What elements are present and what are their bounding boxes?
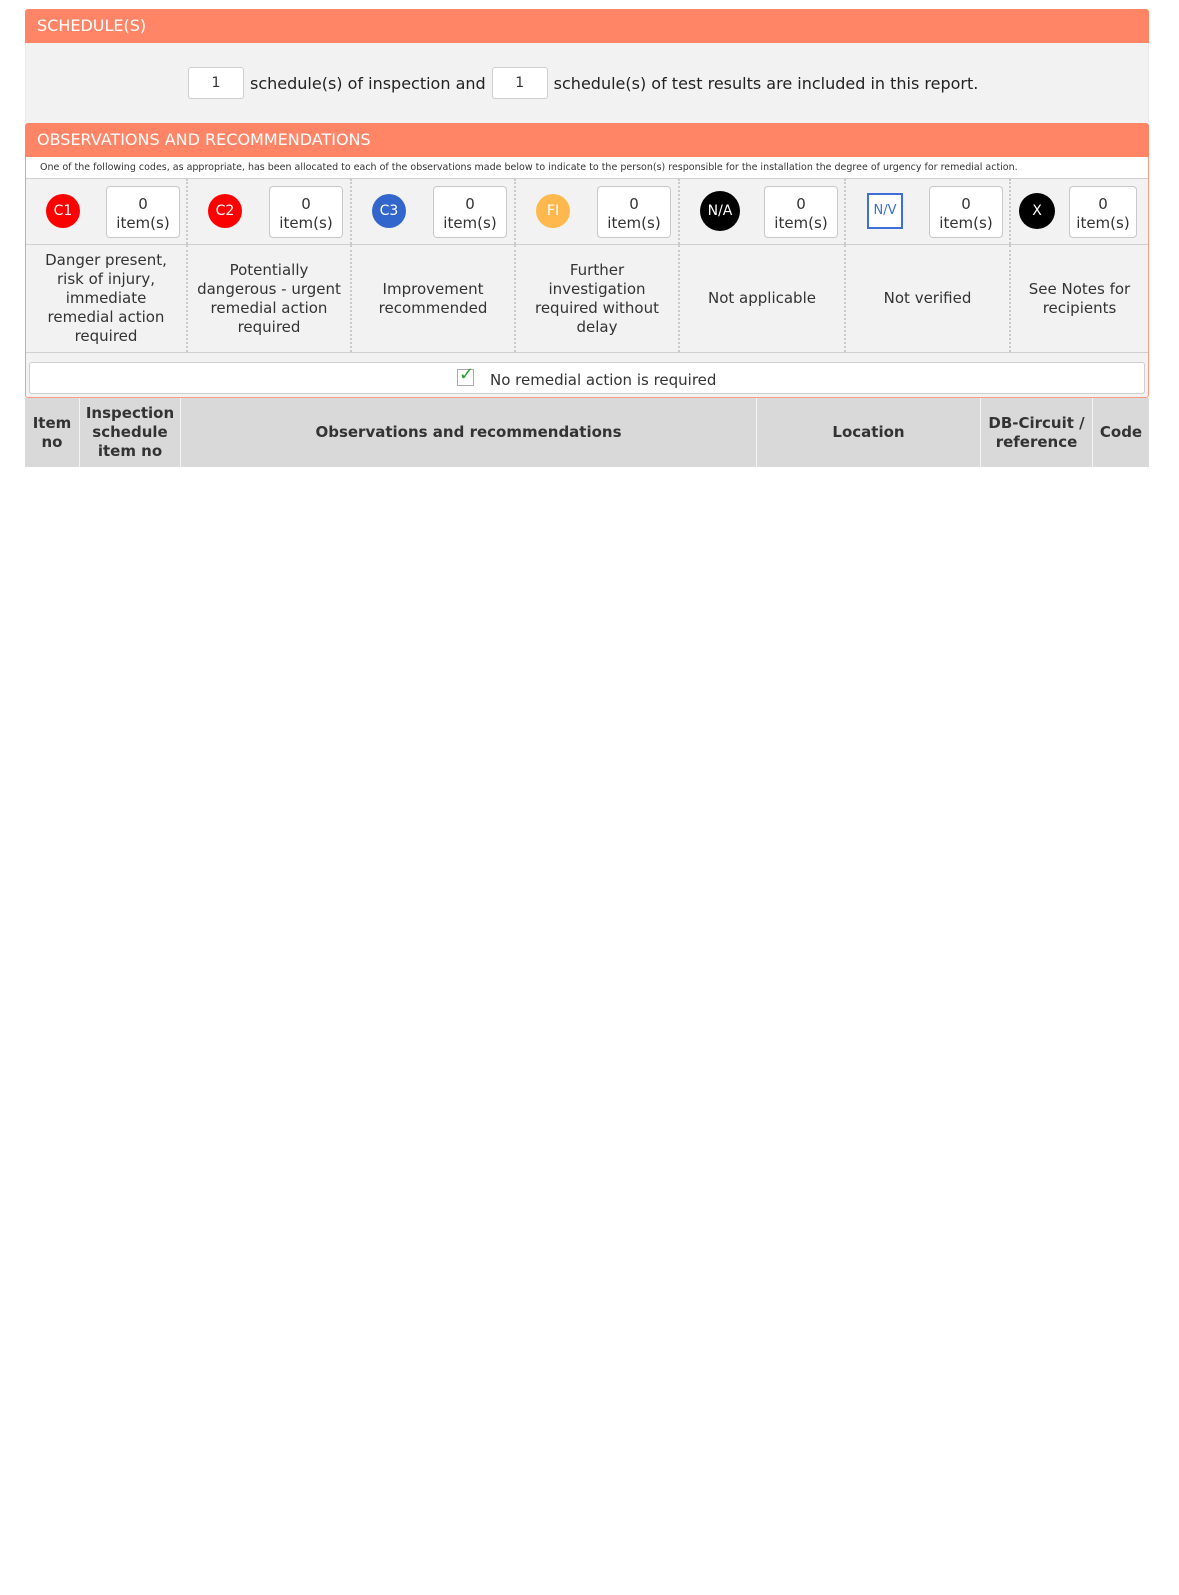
na-code-icon: N/A	[700, 191, 740, 231]
fi-count: 0	[629, 195, 639, 213]
checkmark-icon[interactable]	[457, 369, 474, 386]
c1-description: Danger present, risk of injury, immediate remedial action required	[26, 245, 188, 352]
c2-unit: item(s)	[279, 214, 333, 232]
code-descriptions-row	[26, 245, 1148, 353]
remedial-action-row[interactable]	[457, 371, 716, 389]
schedules-text-a: schedule(s) of inspection and	[250, 73, 486, 93]
th-inspection-item: Inspection schedule item no	[80, 398, 181, 467]
fi-unit: item(s)	[607, 214, 661, 232]
remedial-action-box	[29, 362, 1145, 394]
nv-unit: item(s)	[939, 214, 993, 232]
code-cell-na	[680, 179, 846, 244]
code-cell-nv	[846, 179, 1011, 244]
schedules-line	[188, 67, 984, 99]
observations-header: OBSERVATIONS AND RECOMMENDATIONS	[25, 123, 1149, 157]
nv-count-box	[929, 186, 1003, 238]
c1-count: 0	[138, 195, 148, 213]
x-count-box	[1069, 186, 1137, 238]
nv-code-icon: N/V	[867, 193, 903, 229]
c1-unit: item(s)	[116, 214, 170, 232]
c2-count: 0	[301, 195, 311, 213]
code-cell-c1	[26, 179, 188, 244]
th-code: Code	[1099, 423, 1143, 441]
na-count-box	[764, 186, 838, 238]
c2-description: Potentially dangerous - urgent remedial action required	[188, 245, 352, 352]
code-cell-x	[1011, 179, 1148, 244]
th-observations: Observations and recommendations	[181, 398, 757, 467]
observations-panel	[25, 157, 1149, 398]
c2-code-icon: C2	[208, 194, 242, 228]
nv-count: 0	[961, 195, 971, 213]
x-count: 0	[1098, 195, 1108, 213]
code-cell-fi	[516, 179, 680, 244]
report-page	[25, 9, 1149, 467]
th-item-no: Item no	[25, 398, 80, 467]
fi-description: Further investigation required without delay	[516, 245, 680, 352]
c3-code-icon: C3	[372, 194, 406, 228]
fi-count-box	[597, 186, 671, 238]
schedules-text-b: schedule(s) of test results are included in this report.	[553, 73, 979, 93]
c1-code-icon: C1	[46, 194, 80, 228]
remedial-action-label: No remedial action is required	[490, 371, 717, 389]
na-count: 0	[796, 195, 806, 213]
test-schedule-count-field[interactable]: 1	[492, 67, 548, 99]
code-cell-c2	[188, 179, 352, 244]
c3-unit: item(s)	[443, 214, 497, 232]
inspection-schedule-count-field[interactable]: 1	[188, 67, 244, 99]
observations-table-header	[25, 398, 1149, 467]
na-unit: item(s)	[774, 214, 828, 232]
th-db-circuit: DB-Circuit / reference	[981, 398, 1093, 467]
x-code-icon: X	[1019, 193, 1055, 229]
c1-count-box	[106, 186, 180, 238]
c2-count-box	[269, 186, 343, 238]
na-description: Not applicable	[680, 245, 846, 352]
c3-count-box	[433, 186, 507, 238]
c3-description: Improvement recommended	[352, 245, 516, 352]
fi-code-icon: FI	[536, 194, 570, 228]
code-counts-row	[26, 179, 1148, 245]
th-location: Location	[757, 398, 981, 467]
nv-description: Not verified	[846, 245, 1011, 352]
x-description: See Notes for recipients	[1028, 279, 1131, 317]
x-unit: item(s)	[1076, 214, 1130, 232]
schedules-header: SCHEDULE(S)	[25, 9, 1149, 43]
observations-note: One of the following codes, as appropriate, has been allocated to each of the observations made below to indicate to the person(s) responsible for the installation the degree of urgency for remedial action.	[26, 157, 1148, 179]
schedules-body	[25, 43, 1149, 123]
c3-count: 0	[465, 195, 475, 213]
code-cell-c3	[352, 179, 516, 244]
